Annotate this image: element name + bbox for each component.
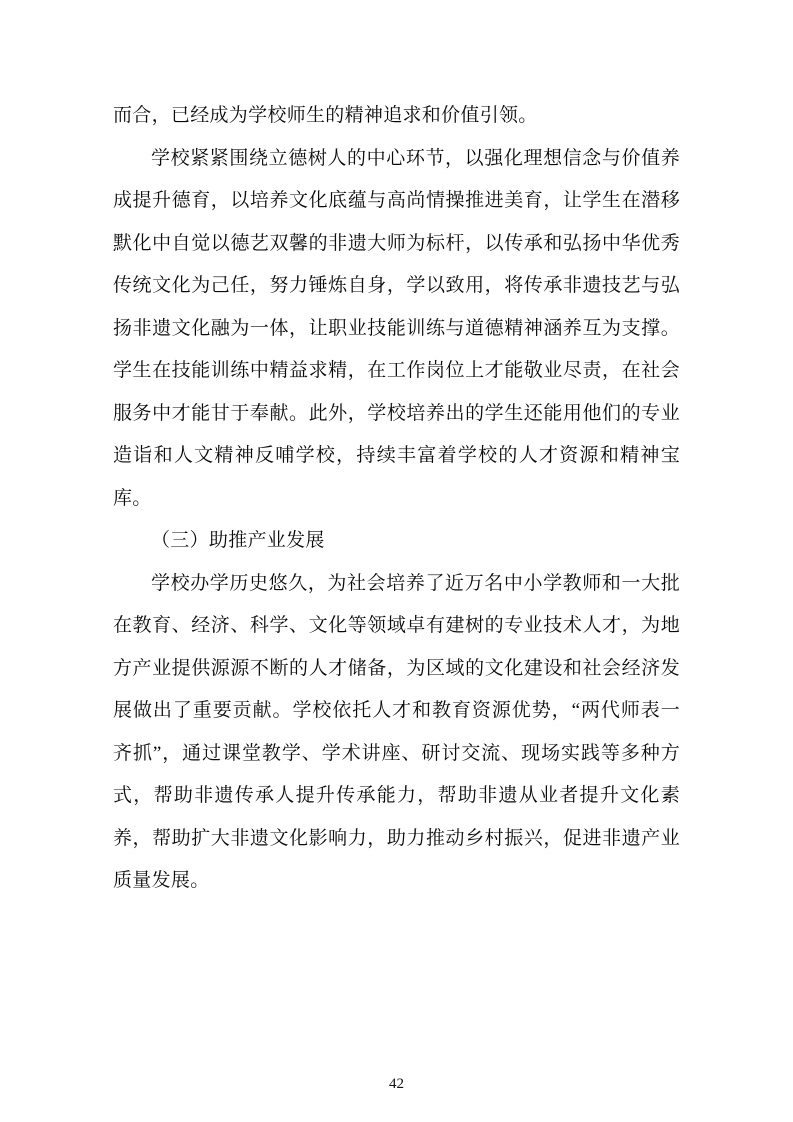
section-heading: （三）助推产业发展 — [151, 530, 325, 551]
page-footer — [0, 1075, 793, 1093]
text-block — [113, 95, 680, 903]
paragraph-body: 学校办学历史悠久，为社会培养了近万名中小学教师和一大批在教育、经济、科学、文化等领域卓有建树的专业技术人才，为地方产业提供源源不断的人才储备，为区域的文化建设和社会经济发展做出了重要贡献。学校依托人才和教育资源优势，“两代师表一齐抓”，通过课堂教学、学术讲座、研讨交流、现场实践等多种方式，帮助非遗传承人提升传承能力，帮助非遗从业者提升文化素养，帮助扩大非遗文化影响力，助力推动乡村振兴，促进非遗产业质量发展。 — [113, 572, 680, 891]
paragraph-continuation: 而合，已经成为学校师生的精神追求和价值引领。 — [113, 105, 538, 126]
page-number: 42 — [389, 1076, 404, 1092]
paragraph-body: 学校紧紧围绕立德树人的中心环节，以强化理想信念与价值养成提升德育，以培养文化底蕴与高尚情操推进美育，让学生在潜移默化中自觉以德艺双馨的非遗大师为标杆，以传承和弘扬中华优秀传统文化为己任，努力锤炼自身，学以致用，将传承非遗技艺与弘扬非遗文化融为一体，让职业技能训练与道德精神涵养互为支撑。学生在技能训练中精益求精，在工作岗位上才能敬业尽责，在社会服务中才能甘于奉献。此外，学校培养出的学生还能用他们的专业造诣和人文精神反哺学校，持续丰富着学校的人才资源和精神宝库。 — [113, 147, 680, 509]
